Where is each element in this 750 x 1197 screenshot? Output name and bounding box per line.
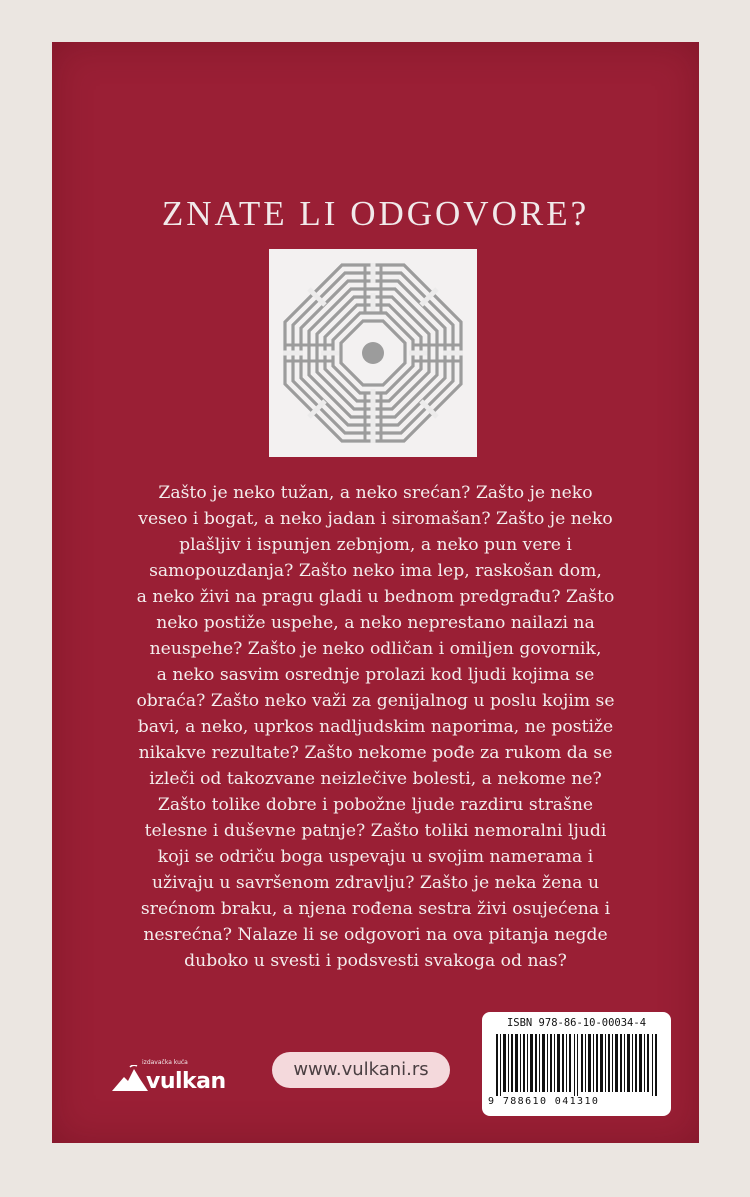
publisher-tagline: izdavačka kuća [142,1059,188,1066]
cover-blurb [82,480,669,974]
labyrinth-icon [269,249,477,457]
blurb-line: nesrećna? Nalaze li se odgovori na ova pitanja negde [143,925,608,945]
blurb-line: Zašto je neko tužan, a neko srećan? Zašto je neko [158,483,593,503]
blurb-line: neko postiže uspehe, a neko neprestano nailazi na [156,613,595,633]
blurb-line: plašljiv i ispunjen zebnjom, a neko pun vere i [179,535,572,555]
publisher-name: vulkan [146,1069,226,1094]
book-back-cover [52,42,699,1143]
blurb-line: duboko u svesti i podsvesti svakoga od nas? [184,951,567,971]
isbn-label: ISBN 978-86-10-00034-4 [506,1017,647,1029]
blurb-line: koji se odriču boga uspevaju u svojim namerama i [157,847,594,867]
blurb-line: nikakve rezultate? Zašto nekome pođe za rukom da se [138,743,613,763]
blurb-line: a neko sasvim osrednje prolazi kod ljudi kojima se [156,665,595,685]
barcode-number: 9 788610 041310 [488,1096,600,1107]
blurb-line: bavi, a neko, uprkos nadljudskim naporima, ne postiže [137,717,614,737]
blurb-line: neuspehe? Zašto je neko odličan i omiljen govornik, [149,639,602,659]
blurb-line: srećnom braku, a njena rođena sestra živi osujećena i [140,899,611,919]
barcode-bars [496,1034,658,1096]
blurb-line: telesne i duševne patnje? Zašto toliki nemoralni ljudi [144,821,607,841]
blurb-line: a neko živi na pragu gladi u bednom predgrađu? Zašto [136,587,615,607]
blurb-line: veseo i bogat, a neko jadan i siromašan? Zašto je neko [138,509,613,529]
isbn-barcode [482,1012,671,1116]
blurb-line: samopouzdanja? Zašto neko ima lep, raskošan dom, [149,561,602,581]
volcano-icon [110,1065,150,1095]
blurb-line: izleči od takozvane neizlečive bolesti, a nekome ne? [149,769,602,789]
publisher-logo [110,1057,240,1107]
blurb-line: Zašto tolike dobre i pobožne ljude razdiru strašne [157,795,594,815]
blurb-line: uživaju u savršenom zdravlju? Zašto je neka žena u [151,873,600,893]
cover-title: ZNATE LI ODGOVORE? [161,194,590,233]
blurb-line: obraća? Zašto neko važi za genijalnog u poslu kojim se [136,691,615,711]
website-link[interactable]: www.vulkani.rs [272,1052,450,1088]
